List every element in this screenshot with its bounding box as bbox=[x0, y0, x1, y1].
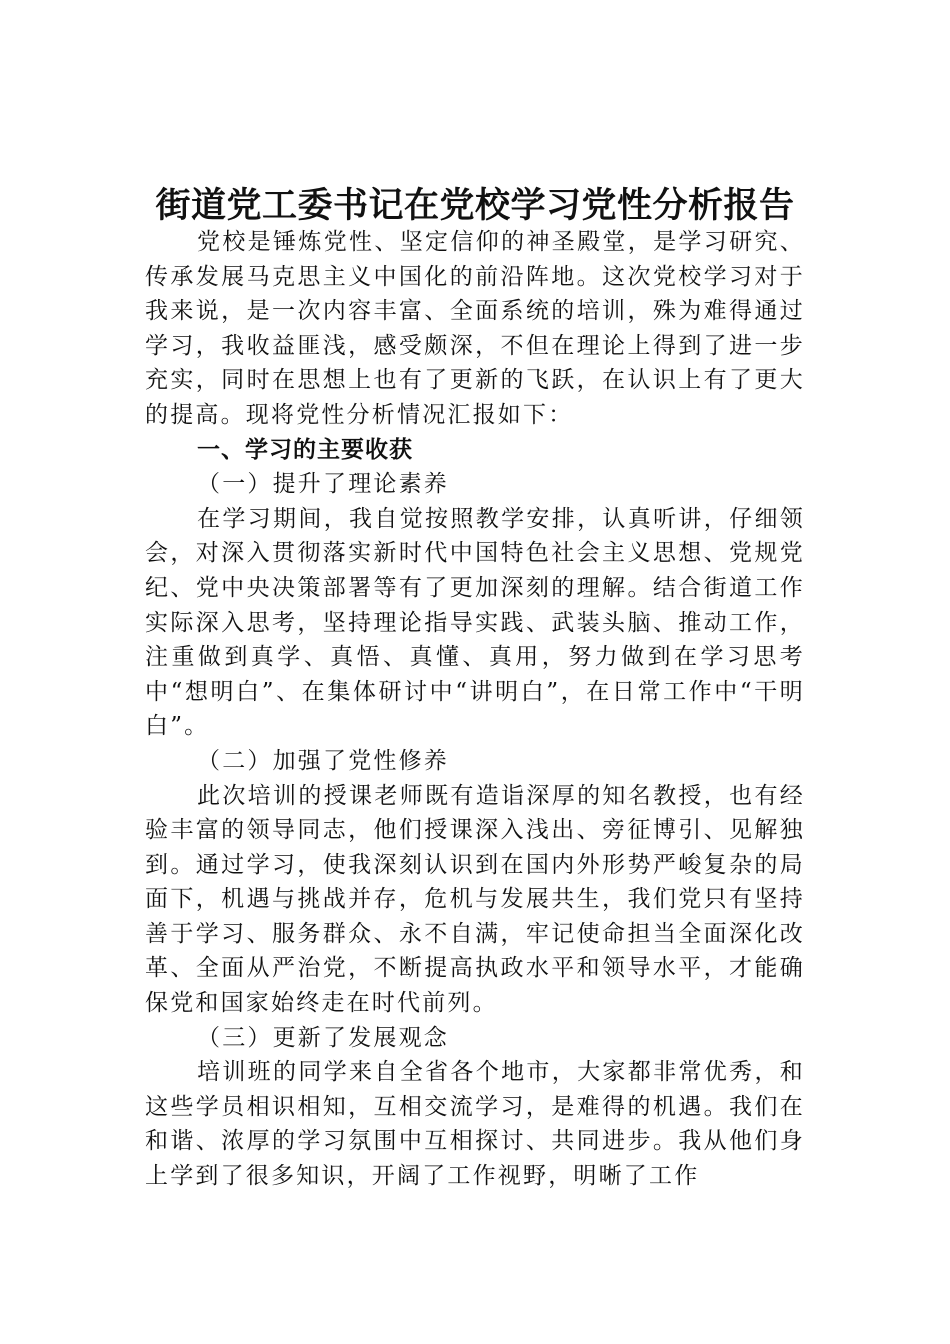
section-heading-1: 一、学习的主要收获 bbox=[197, 436, 413, 463]
subsection-heading-3: （三）更新了发展观念 bbox=[197, 1024, 449, 1051]
subsection-heading-1: （一）提升了理论素养 bbox=[197, 471, 449, 498]
document-title: 街道党工委书记在党校学习党性分析报告 bbox=[155, 185, 795, 227]
subsection-paragraph-2: 此次培训的授课老师既有造诣深厚的知名教授，也有经验丰富的领导同志，他们授课深入浅出、旁征博引、见解独到。通过学习，使我深刻认识到在国内外形势严峻复杂的局面下，机遇与挑战并存，危机与发展共生，我们党只有坚持善于学习、服务群众、永不自满，牢记使命担当全面深化改革、全面从严治党，不断提高执政水平和领导水平，才能确保党和国家始终走在时代前列。 bbox=[145, 782, 805, 1017]
document-body bbox=[145, 225, 805, 1194]
subsection-heading-2: （二）加强了党性修养 bbox=[197, 747, 449, 774]
subsection-paragraph-1: 在学习期间，我自觉按照教学安排，认真听讲，仔细领会，对深入贯彻落实新时代中国特色社会主义思想、党规党纪、党中央决策部署等有了更加深刻的理解。结合街道工作实际深入思考，坚持理论指导实践、武装头脑、推动工作，注重做到真学、真悟、真懂、真用，努力做到在学习思考中“想明白”、在集体研讨中“讲明白”，在日常工作中“干明白”。 bbox=[145, 505, 805, 740]
subsection-paragraph-3: 培训班的同学来自全省各个地市，大家都非常优秀，和这些学员相识相知，互相交流学习，是难得的机遇。我们在和谐、浓厚的学习氛围中互相探讨、共同进步。我从他们身上学到了很多知识，开阔了工作视野，明晰了工作 bbox=[145, 1059, 805, 1190]
intro-paragraph: 党校是锤炼党性、坚定信仰的神圣殿堂，是学习研究、传承发展马克思主义中国化的前沿阵地。这次党校学习对于我来说，是一次内容丰富、全面系统的培训，殊为难得通过学习，我收益匪浅，感受颇深，不但在理论上得到了进一步充实，同时在思想上也有了更新的飞跃，在认识上有了更大的提高。现将党性分析情况汇报如下： bbox=[145, 229, 805, 428]
